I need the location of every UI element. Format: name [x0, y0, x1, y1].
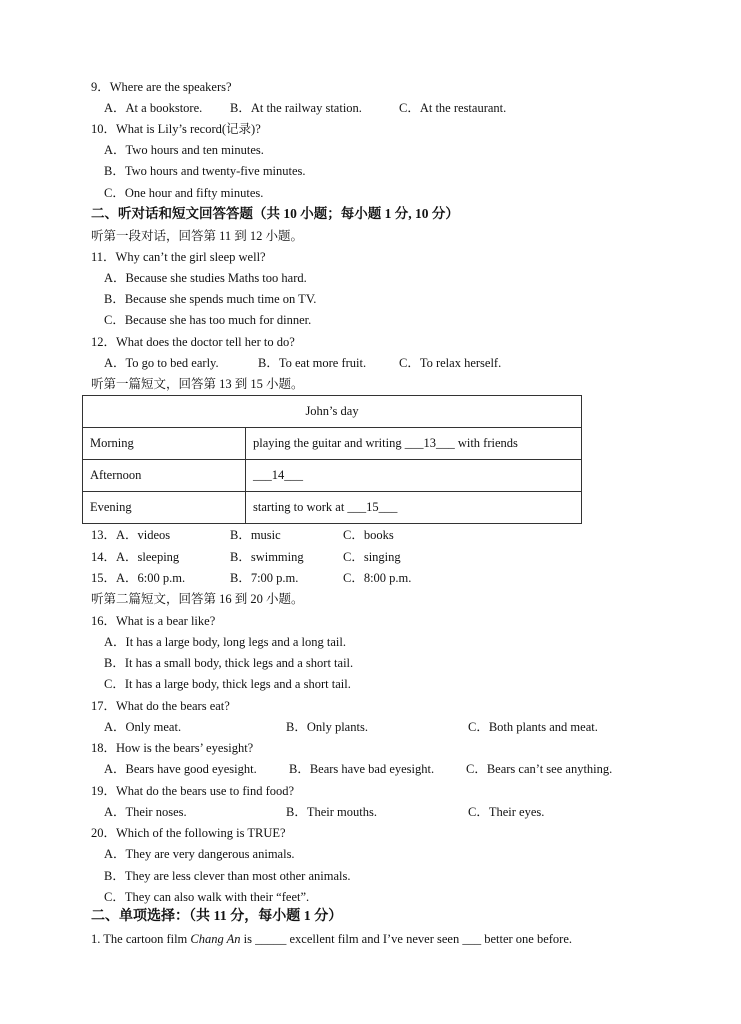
question-18-option-b: B．Bears have bad eyesight. — [289, 762, 435, 776]
question-17-stem: 17．What do the bears eat? — [91, 699, 230, 713]
question-9-option-c: C．At the restaurant. — [399, 101, 507, 115]
question-20-option-c: C．They can also walk with their “feet”. — [104, 890, 310, 904]
question-16-stem: 16．What is a bear like? — [91, 614, 216, 628]
table-cell-label: Afternoon — [83, 460, 246, 492]
table-row — [83, 460, 582, 492]
question-16-option-a: A．It has a large body, long legs and a long tail. — [104, 635, 346, 649]
question-19-option-c: C．Their eyes. — [468, 805, 545, 819]
question-17-option-b: B．Only plants. — [286, 720, 368, 734]
dialog-1-intro: 听第一段对话，回答第 11 到 12 小题。 — [91, 229, 304, 243]
question-17-option-c: C．Both plants and meat. — [468, 720, 598, 734]
passage-2-intro: 听第二篇短文，回答第 16 到 20 小题。 — [91, 592, 304, 606]
question-20-option-b: B．They are less clever than most other animals. — [104, 869, 351, 883]
question-13-option-b: B．music — [230, 528, 281, 542]
question-14-option-a: 14．A．sleeping — [91, 550, 180, 564]
table-row — [83, 428, 582, 460]
question-12-option-b: B．To eat more fruit. — [258, 356, 367, 370]
table-cell-label: Morning — [83, 428, 246, 460]
question-18-stem: 18．How is the bears’ eyesight? — [91, 741, 254, 755]
question-15-option-c: C．8:00 p.m. — [343, 571, 412, 585]
question-10-stem: 10．What is Lily’s record(记录)? — [91, 122, 261, 136]
question-10-option-c: C．One hour and fifty minutes. — [104, 186, 264, 200]
question-1-text-before: 1. The cartoon film — [91, 932, 191, 946]
johns-day-table — [82, 395, 582, 524]
section-2-header: 二、听对话和短文回答答题（共 10 小题；每小题 1 分, 10 分） — [91, 206, 459, 221]
question-20-option-a: A．They are very dangerous animals. — [104, 847, 295, 861]
question-10-option-b: B．Two hours and twenty-five minutes. — [104, 164, 306, 178]
question-11-option-c: C．Because she has too much for dinner. — [104, 313, 312, 327]
question-19-option-b: B．Their mouths. — [286, 805, 377, 819]
question-14-option-b: B．swimming — [230, 550, 304, 564]
question-13-option-a: 13．A．videos — [91, 528, 171, 542]
question-20-stem: 20．Which of the following is TRUE? — [91, 826, 286, 840]
question-19-option-a: A．Their noses. — [104, 805, 187, 819]
table-cell-label: Evening — [83, 492, 246, 524]
question-12-stem: 12．What does the doctor tell her to do? — [91, 335, 295, 349]
question-11-option-b: B．Because she spends much time on TV. — [104, 292, 317, 306]
question-19-stem: 19．What do the bears use to find food? — [91, 784, 295, 798]
table-cell-value: playing the guitar and writing ___13___ with friends — [246, 428, 582, 460]
question-18-option-a: A．Bears have good eyesight. — [104, 762, 257, 776]
question-9-option-a: A．At a bookstore. — [104, 101, 203, 115]
question-10-option-a: A．Two hours and ten minutes. — [104, 143, 264, 157]
question-13-option-c: C．books — [343, 528, 394, 542]
question-12-option-c: C．To relax herself. — [399, 356, 502, 370]
question-14-option-c: C．singing — [343, 550, 401, 564]
table-cell-value: ___14___ — [246, 460, 582, 492]
question-16-option-b: B．It has a small body, thick legs and a short tail. — [104, 656, 354, 670]
film-title: Chang An — [190, 932, 241, 946]
question-17-option-a: A．Only meat. — [104, 720, 182, 734]
question-18-option-c: C．Bears can’t see anything. — [466, 762, 613, 776]
question-12-option-a: A．To go to bed early. — [104, 356, 219, 370]
question-1-text-after: is _____ excellent film and I’ve never seen ___ better one before. — [240, 932, 573, 946]
table-title: John’s day — [83, 396, 582, 428]
question-11-option-a: A．Because she studies Maths too hard. — [104, 271, 307, 285]
question-1-stem — [91, 931, 572, 947]
section-3-header: 二、单项选择：（共 11 分，每小题 1 分） — [91, 909, 343, 924]
question-15-option-b: B．7:00 p.m. — [230, 571, 299, 585]
passage-1-intro: 听第一篇短文，回答第 13 到 15 小题。 — [91, 377, 304, 391]
question-11-stem: 11．Why can’t the girl sleep well? — [91, 250, 266, 264]
question-9-stem: 9．Where are the speakers? — [91, 80, 232, 94]
question-15-option-a: 15．A．6:00 p.m. — [91, 571, 186, 585]
question-9-option-b: B．At the railway station. — [230, 101, 362, 115]
table-cell-value: starting to work at ___15___ — [246, 492, 582, 524]
question-16-option-c: C．It has a large body, thick legs and a short tail. — [104, 677, 351, 691]
table-row — [83, 492, 582, 524]
